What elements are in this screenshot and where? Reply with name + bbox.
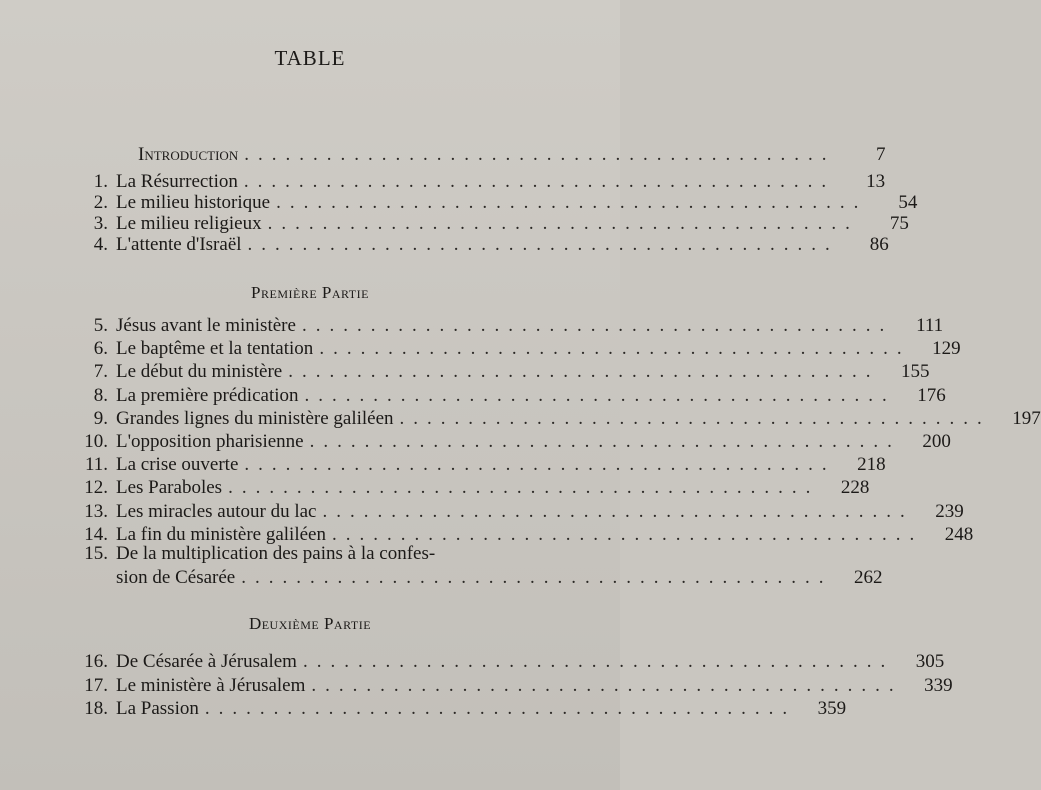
toc-entry-introduction <box>76 143 886 167</box>
entry-page: 239 <box>935 500 964 522</box>
dot-leader: ........................................... <box>304 384 896 406</box>
entry-label: Introduction <box>138 144 239 165</box>
toc-entry <box>76 233 889 257</box>
entry-number: 15. <box>84 543 108 564</box>
dot-leader: ........................................... <box>302 651 895 672</box>
entry-number: 16. <box>84 651 108 672</box>
entry-label: Jésus avant le ministère <box>116 315 296 336</box>
dot-leader: ........................................... <box>204 698 797 719</box>
entry-label: La première prédication <box>116 384 299 406</box>
entry-page: 13 <box>866 171 886 192</box>
entry-page: 218 <box>857 454 886 476</box>
toc-entry <box>76 314 944 338</box>
dot-leader: ........................................... <box>244 144 836 165</box>
entry-number: 11. <box>84 454 108 476</box>
entry-label-line2: sion de Césarée <box>116 567 236 588</box>
toc-entry <box>76 674 953 698</box>
toc-entry <box>76 430 951 454</box>
entry-number: 14. <box>84 523 108 545</box>
dot-leader: ........................................... <box>301 315 894 336</box>
entry-page: 75 <box>889 213 909 234</box>
dot-leader: ........................................... <box>247 234 839 255</box>
dot-leader: ........................................... <box>319 338 911 360</box>
entry-number: 3. <box>93 213 108 234</box>
dot-leader: ........................................... <box>243 171 836 192</box>
dot-leader: ........................................... <box>399 407 991 429</box>
entry-page: 305 <box>915 651 945 672</box>
entry-label: Grandes lignes du ministère galiléen <box>116 407 394 429</box>
entry-number: 4. <box>93 234 108 255</box>
entry-number: 5. <box>93 315 108 336</box>
entry-label: Le milieu historique <box>116 192 271 213</box>
dot-leader: ........................................... <box>241 567 833 588</box>
entry-number: 8. <box>93 384 108 406</box>
toc-entry <box>76 384 946 408</box>
entry-number: 7. <box>93 361 108 383</box>
entry-label: La crise ouverte <box>116 454 239 476</box>
toc-entry <box>76 697 847 721</box>
entry-number: 1. <box>93 171 108 192</box>
entry-page: 339 <box>924 674 953 696</box>
entry-page: 54 <box>898 192 918 213</box>
entry-label: L'opposition pharisienne <box>116 431 304 452</box>
dot-leader: ........................................... <box>267 213 859 234</box>
toc-entry <box>76 453 886 477</box>
entry-label: Le milieu religieux <box>116 213 262 234</box>
entry-label: Le ministère à Jérusalem <box>116 674 306 696</box>
entry-page: 359 <box>817 698 847 719</box>
entry-label: La Résurrection <box>116 171 238 192</box>
dot-leader: ........................................... <box>244 454 836 476</box>
entry-number: 18. <box>84 698 108 719</box>
entry-number: 10. <box>84 431 108 452</box>
section-heading-deuxieme-partie: Deuxième Partie <box>248 614 372 633</box>
page-title: TABLE <box>274 46 346 70</box>
toc-entry <box>76 650 945 674</box>
entry-page: 155 <box>900 361 930 383</box>
entry-page: 262 <box>853 567 883 588</box>
entry-page: 176 <box>917 384 946 406</box>
dot-leader: ........................................... <box>288 361 880 383</box>
entry-label: La fin du ministère galiléen <box>116 523 326 545</box>
section-heading-premiere-partie: Première Partie <box>251 283 369 302</box>
dot-leader: ........................................... <box>331 523 924 545</box>
entry-number: 9. <box>93 407 108 429</box>
entry-page: 248 <box>944 523 974 545</box>
entry-label: Le baptême et la tentation <box>116 338 314 360</box>
entry-label-line1: De la multiplication des pains à la confes- <box>116 543 436 564</box>
entry-page: 197 <box>1012 407 1041 429</box>
entry-label: Le début du ministère <box>116 361 283 383</box>
entry-number: 6. <box>93 338 108 360</box>
entry-label: Les miracles autour du lac <box>116 500 317 522</box>
toc-entry <box>76 337 961 361</box>
dot-leader: ........................................... <box>322 500 914 522</box>
entry-page: 129 <box>932 338 961 360</box>
entry-label: Les Paraboles <box>116 477 223 499</box>
toc-entry <box>76 500 964 524</box>
toc-entry <box>76 360 930 384</box>
entry-label: L'attente d'Israël <box>116 234 242 255</box>
entry-page: 7 <box>875 144 886 165</box>
entry-page: 200 <box>922 431 951 452</box>
entry-number: 2. <box>93 192 108 213</box>
toc-entry <box>76 407 1041 431</box>
dot-leader: ........................................... <box>228 477 820 499</box>
dot-leader: ........................................... <box>309 431 901 452</box>
toc-entry-15 <box>76 542 883 590</box>
entry-page: 86 <box>869 234 889 255</box>
dot-leader: ........................................... <box>311 674 903 696</box>
entry-number: 13. <box>84 500 108 522</box>
entry-label: La Passion <box>116 698 199 719</box>
entry-number: 12. <box>84 477 108 499</box>
entry-page: 228 <box>840 477 870 499</box>
entry-number: 17. <box>84 674 108 696</box>
toc-entry <box>76 476 870 500</box>
entry-label: De Césarée à Jérusalem <box>116 651 297 672</box>
dot-leader: ........................................... <box>276 192 868 213</box>
entry-page: 111 <box>916 315 944 336</box>
